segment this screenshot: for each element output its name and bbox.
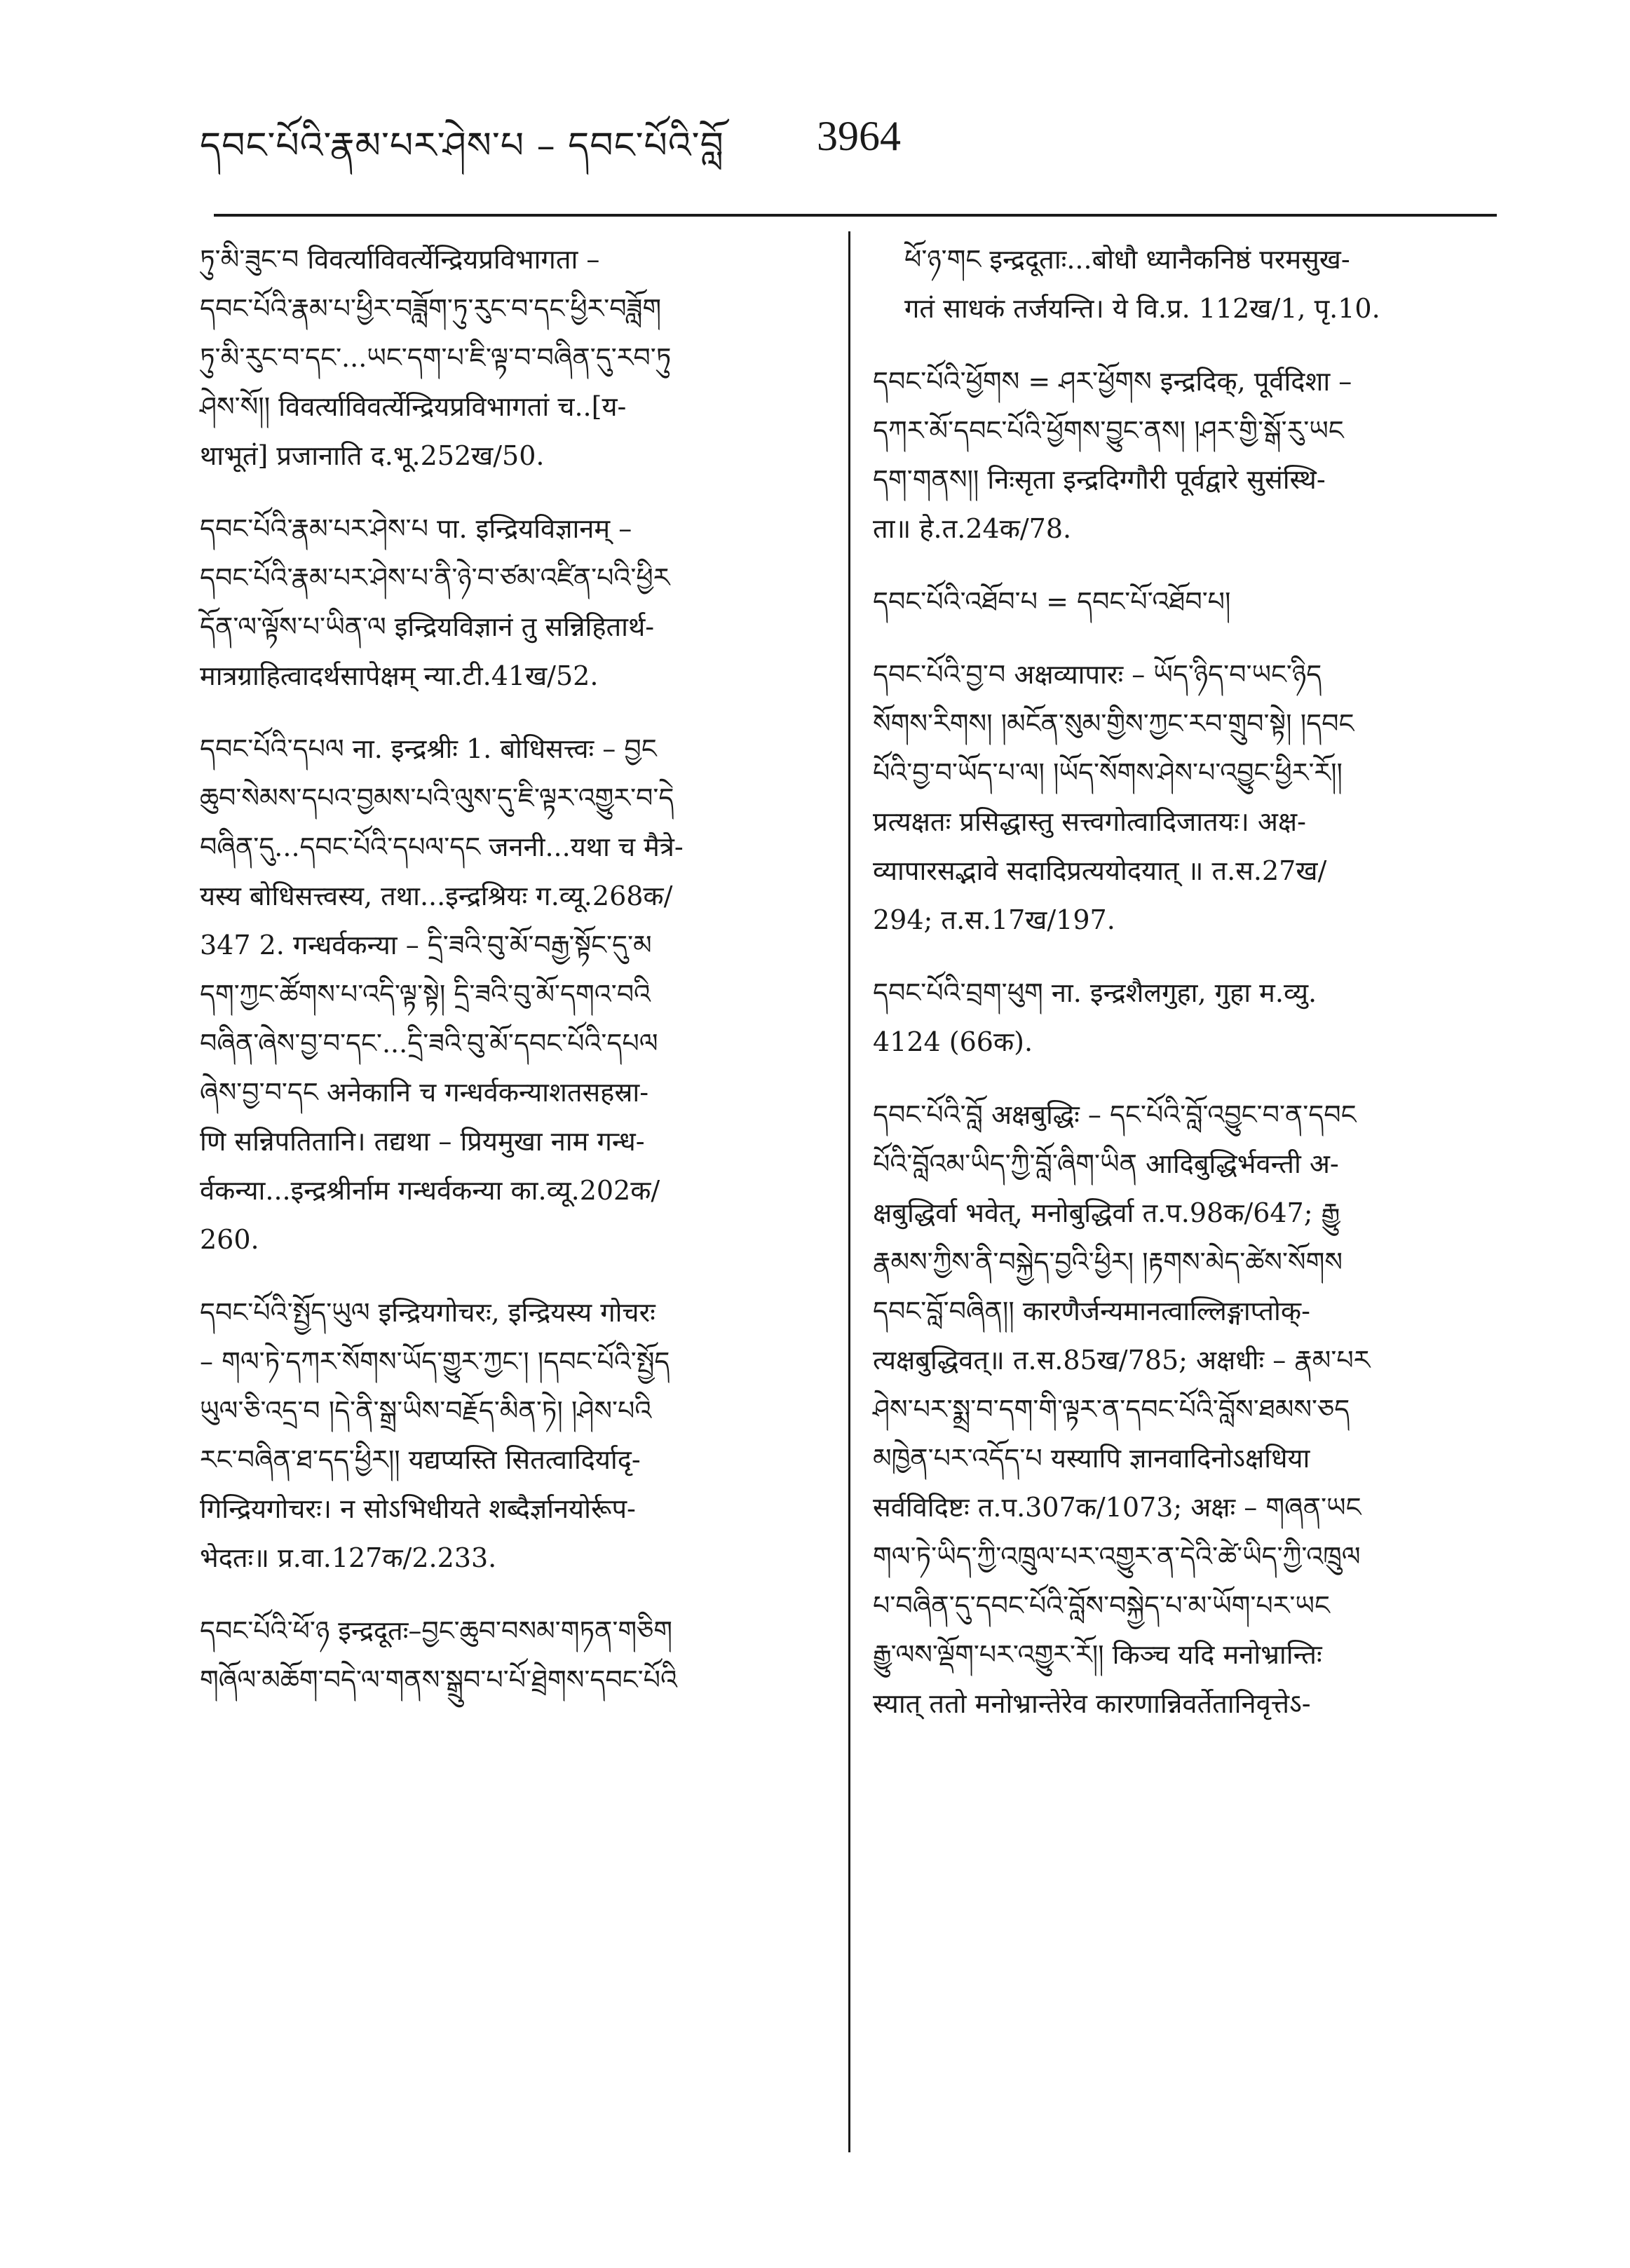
entry-line: དབང་པོའི་རྣམ་པ་ཕྱིར་བཟློག་ཏུ་རུང་བ་དང་ཕྱིར་བཟློག bbox=[200, 293, 662, 324]
dictionary-entry bbox=[873, 577, 1504, 626]
entry-line: त्यक्षबुद्धिवत्॥ त.स.85ख/785; अक्षधीः – རྣམ་པར bbox=[873, 1345, 1371, 1376]
entry-line: པོའི་བྱ་བ་ཡོད་པ་ལ། །ཡོད་སོགས་ཤེས་པ་འབྱུང་ཕྱིར་རོ།། bbox=[873, 757, 1343, 788]
entry-line: ཤེས་པར་སྨྲ་བ་དག་གི་ལྟར་ན་དབང་པོའི་བློས་ཐམས་ཅད bbox=[873, 1394, 1350, 1425]
entry-line: དབང་པོའི་བློ अक्षबुद्धिः – དང་པོའི་བློ་འབྱུང་བ་ན་དབང bbox=[873, 1099, 1357, 1130]
dictionary-entry bbox=[873, 650, 1504, 944]
entry-line: यस्य बोधिसत्त्वस्य, तथा...इन्द्रश्रियः ग.व्यू.268क/ bbox=[200, 881, 673, 911]
entry-line: क्षबुद्धिर्वा भवेत्, मनोबुद्धिर्वा त.प.98क/647; རྒྱུ bbox=[873, 1197, 1340, 1228]
entry-line: གལ་ཏེ་ཡིད་ཀྱི་འཁྲུལ་པར་འགྱུར་ན་དེའི་ཚེ་ཡིད་ཀྱི་འཁྲུལ bbox=[873, 1541, 1361, 1572]
entry-line: རང་བཞིན་ཐ་དད་ཕྱིར།། यद्यप्यस्ति सितत्वादिर्यादृ- bbox=[200, 1444, 641, 1475]
entry-line: गतं साधकं तर्जयन्ति। ये वि.प्र. 112ख/1, पृ.10. bbox=[904, 293, 1380, 324]
entry-line: ཆུབ་སེམས་དཔའ་བྱམས་པའི་ལུས་དུ་ཇི་ལྟར་འགྱུར་བ་དེ bbox=[200, 782, 674, 813]
entry-line: ཡུལ་ཅི་འདྲ་བ །དེ་ནི་སྒྲ་ཡིས་བརྗོད་མིན་ཏེ། །ཤེས་པའི bbox=[200, 1395, 652, 1426]
entry-line: དབང་པོའི་རྣམ་པར་ཤེས་པ पा. इन्द्रियविज्ञानम् – bbox=[200, 513, 632, 544]
entry-line: र्वकन्या...इन्द्रश्रीर्नाम गन्धर्वकन्या का.व्यू.202क/ bbox=[200, 1175, 660, 1206]
entry-line: གཞོལ་མཆོག་བདེ་ལ་གནས་སྒྲུབ་པ་པོ་ཐྲེགས་དབང་པོའི bbox=[200, 1664, 677, 1695]
entry-line: ཞེས་བྱ་བ་དང अनेकानि च गन्धर्वकन्याशतसहस्रा- bbox=[200, 1077, 649, 1108]
entry-line: བཞིན་དུ...དབང་པོའི་དཔལ་དང जननी...यथा च मैत्रे- bbox=[200, 831, 684, 862]
column-rule bbox=[848, 231, 850, 2152]
dictionary-entry bbox=[873, 1090, 1504, 1728]
right-column bbox=[873, 235, 1504, 1752]
entry-line: དབང་པོའི་ཕོ་ཉ इन्द्रदूतः–བྱང་ཆུབ་བསམ་གཏན་གཅིག bbox=[200, 1615, 673, 1646]
entry-line: དབང་པོའི་དཔལ ना. इन्द्रश्रीः 1. बोधिसत्त्वः – བྱང bbox=[200, 733, 657, 764]
entry-line: णि सन्निपतितानि। तद्यथा – प्रियमुखा नाम गन्ध- bbox=[200, 1126, 645, 1157]
dictionary-entry bbox=[873, 235, 1504, 333]
entry-line: ཕོ་ཉ་གང इन्द्रदूताः...बोधौ ध्यानैकनिष्ठं परमसुख- bbox=[904, 244, 1350, 275]
entry-line: པོའི་བློའམ་ཡིད་ཀྱི་བློ་ཞིག་ཡིན आदिबुद्धिर्भवन्ती अ- bbox=[873, 1148, 1339, 1179]
entry-line: དབང་པོའི་སྤྱོད་ཡུལ इन्द्रियगोचरः, इन्द्रियस्य गोचरः bbox=[200, 1297, 656, 1328]
dictionary-entry bbox=[200, 1606, 834, 1704]
entry-line: प्रत्यक्षतः प्रसिद्धास्तु सत्त्वगोत्वादिजातयः। अक्ष- bbox=[873, 806, 1307, 837]
entry-line: སོགས་རིགས། །མངོན་སུམ་གྱིས་ཀྱང་རབ་གྲུབ་སྟེ། །དབང bbox=[873, 708, 1354, 739]
entry-line: དཀར་མོ་དབང་པོའི་ཕྱོགས་བྱུང་ནས། །ཤར་གྱི་སྒོ་རུ་ཡང bbox=[873, 415, 1344, 446]
entry-line: དབང་པོའི་འཐོབ་པ = དབང་པོ་འཐོབ་པ། bbox=[873, 586, 1231, 617]
page-number: 3964 bbox=[817, 113, 901, 159]
entry-line: 347 2. गन्धर्वकन्या – དྲི་ཟའི་བུ་མོ་བརྒྱ་སྟོང་དུ་མ bbox=[200, 930, 652, 960]
entry-line: 4124 (66क). bbox=[873, 1026, 1033, 1057]
dictionary-entry bbox=[200, 235, 834, 480]
entry-line: དབང་པོའི་བྲག་ཕུག ना. इन्द्रशैलगुहा, गुहा म.व्यु. bbox=[873, 977, 1317, 1008]
entry-line: མཁྱེན་པར་འདོད་པ यस्यापि ज्ञानवादिनोऽक्षधिया bbox=[873, 1443, 1310, 1474]
entry-line: དག་ཀྱང་ཚོགས་པ་འདི་ལྟ་སྟེ། དྲི་ཟའི་བུ་མོ་དགའ་བའི bbox=[200, 979, 651, 1010]
running-head: དབང་པོའི་རྣམ་པར་ཤེས་པ – དབང་པོའི་བློ bbox=[200, 125, 724, 167]
entry-line: དོན་ལ་ལྟོས་པ་ཡིན་ལ इन्द्रियविज्ञानं तु सन्निहितार्थ- bbox=[200, 611, 655, 642]
entry-line: ཤེས་སོ།། विवर्त्याविवर्त्येन्द्रियप्रविभागतां च..[य- bbox=[200, 391, 627, 422]
entry-line: मात्रग्राहित्वादर्थसापेक्षम् न्या.टी.41ख/52. bbox=[200, 660, 599, 691]
dictionary-entry bbox=[200, 1288, 834, 1582]
entry-line: དབང་པོའི་རྣམ་པར་ཤེས་པ་ནི་ཉེ་བ་ཙམ་འཛིན་པའི་ཕྱིར bbox=[200, 562, 670, 593]
entry-line: དབང་བློ་བཞིན།། कारणैर्जन्यमानत्वाल्लिङ्गाप्तोक्- bbox=[873, 1296, 1310, 1326]
entry-line: དག་གནས།། निःसृता इन्द्रदिग्गौरी पूर्वद्वारे सुसंस्थि- bbox=[873, 464, 1326, 495]
entry-line: པ་བཞིན་དུ་དབང་པོའི་བློས་བསྐྱེད་པ་མ་ཡོག་པར་ཡང bbox=[873, 1590, 1330, 1621]
entry-line: རྣམས་ཀྱིས་ནི་བསྐྱེད་བྱའི་ཕྱིར། །རྟགས་མེད་ཚེས་སོགས bbox=[873, 1247, 1343, 1277]
entry-line: व्यापारसद्भावे सदादिप्रत्ययोदयात् ॥ त.स.27ख/ bbox=[873, 855, 1327, 886]
entry-line: गिन्द्रियगोचरः। न सोऽभिधीयते शब्दैर्ज्ञानयोर्रूप- bbox=[200, 1493, 636, 1524]
entry-line: 294; त.स.17ख/197. bbox=[873, 904, 1115, 935]
entry-line: དབང་པོའི་ཕྱོགས = ཤར་ཕྱོགས इन्द्रदिक्, पूर्वदिशा – bbox=[873, 366, 1352, 397]
dictionary-entry bbox=[873, 357, 1504, 553]
entry-line: དབང་པོའི་བྱ་བ अक्षव्यापारः – ཡོད་ཉིད་བ་ཡང་ཉིད bbox=[873, 659, 1322, 690]
entry-line: བཞིན་ཞེས་བྱ་བ་དང་...དྲི་ཟའི་བུ་མོ་དབང་པོའི་དཔལ bbox=[200, 1028, 658, 1059]
entry-line: 260. bbox=[200, 1224, 259, 1255]
dictionary-entry bbox=[200, 504, 834, 700]
entry-line: – གལ་ཏེ་དཀར་སོགས་ཡོད་གྱུར་ཀྱང་། །དབང་པོའི་སྤྱོད bbox=[200, 1346, 670, 1377]
entry-line: सर्वविदिष्टः त.प.307क/1073; अक्षः – གཞན་ཡང bbox=[873, 1492, 1361, 1523]
entry-line: थाभूतं] प्रजानाति द.भू.252ख/50. bbox=[200, 440, 545, 471]
entry-line: स्यात् ततो मनोभ्रान्तेरेव कारणान्निवर्तेतानिवृत्तेऽ- bbox=[873, 1688, 1311, 1719]
entry-line: ཏུ་མི་རུང་བ་དང་...ཡང་དག་པ་ཇི་ལྟ་བ་བཞིན་དུ་རབ་ཏུ bbox=[200, 342, 672, 373]
entry-line: རྒྱུ་ལས་ལྡོག་པར་འགྱུར་རོ།། किञ्च यदि मनोभ्रान्तिः bbox=[873, 1639, 1322, 1670]
dictionary-entry bbox=[200, 724, 834, 1264]
entry-line: भेदतः॥ प्र.वा.127क/2.233. bbox=[200, 1542, 497, 1573]
entry-line: ता॥ हे.त.24क/78. bbox=[873, 513, 1072, 544]
dictionary-entry bbox=[873, 968, 1504, 1066]
left-column bbox=[200, 235, 834, 1728]
entry-line: ཏུ་མི་ཟུང་བ विवर्त्याविवर्त्येन्द्रियप्रविभागता – bbox=[200, 244, 600, 275]
header-rule bbox=[214, 214, 1497, 217]
